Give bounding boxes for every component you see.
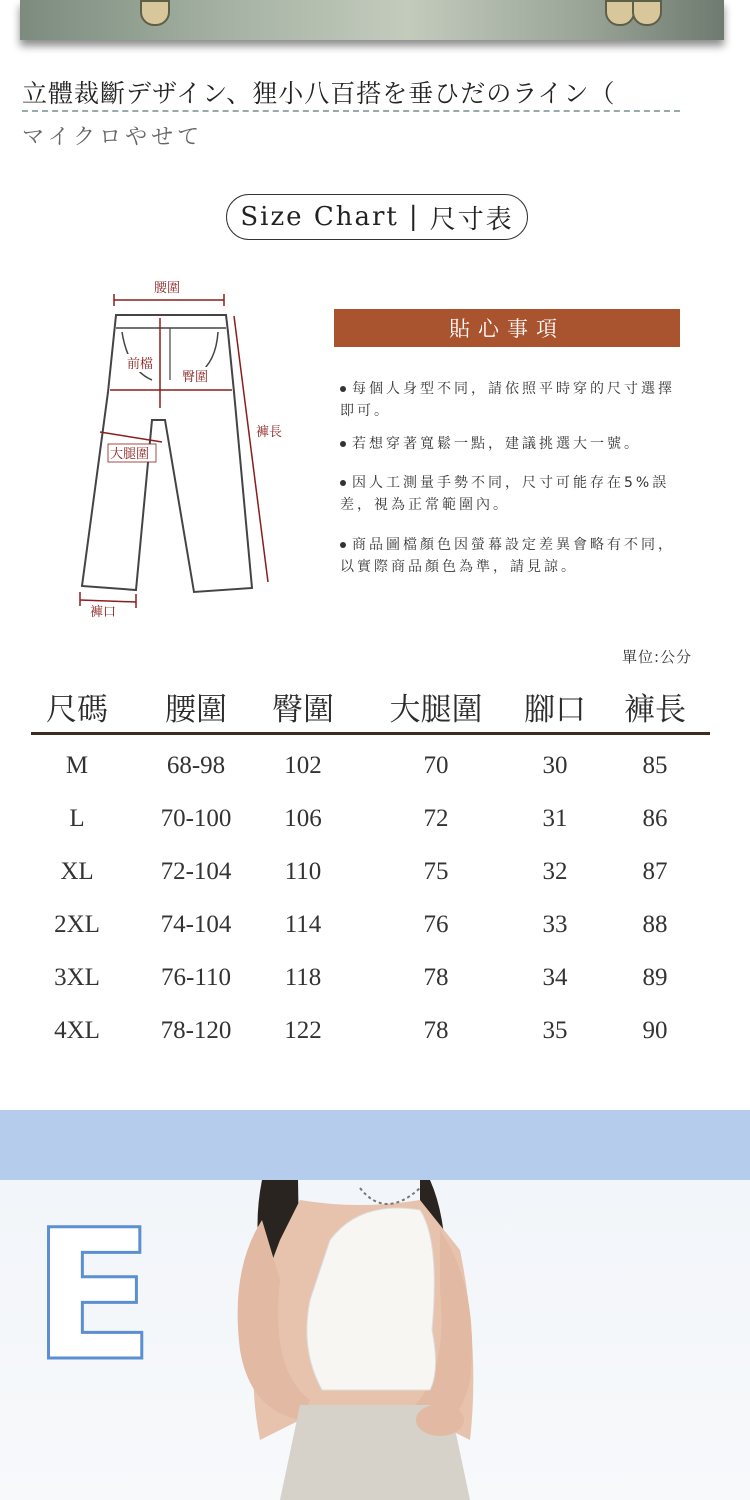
cell-waist: 70-100 [160, 805, 232, 832]
hem-arrow [80, 600, 136, 602]
cell-thigh: 72 [423, 805, 449, 832]
product-subtagline: マイクロやせて [22, 125, 204, 150]
cell-waist: 76-110 [161, 964, 231, 991]
cell-hip: 102 [284, 752, 322, 779]
size-chart-title-en: Size Chart [240, 202, 399, 232]
promo-letter: E [32, 1192, 155, 1401]
cell-hip: 118 [284, 964, 322, 991]
unit-label: 單位:公分 [622, 648, 693, 666]
cell-hem: 35 [542, 1017, 568, 1044]
cell-size: 2XL [54, 911, 100, 938]
cell-waist: 74-104 [160, 911, 232, 938]
cell-hem: 33 [542, 911, 568, 938]
note-item: 因人工測量手勢不同，尺寸可能存在5%誤差，視為正常範圍內。 [340, 475, 670, 513]
cell-size: 3XL [54, 964, 100, 991]
cell-hem: 31 [542, 805, 568, 832]
hem-label: 褲口 [90, 605, 117, 620]
note-item: 商品圖檔顏色因螢幕設定差異會略有不同，以實際商品顏色為準，請見諒。 [340, 537, 675, 575]
cell-waist: 68-98 [166, 752, 226, 779]
embroidery-motif [632, 0, 662, 26]
cell-size: 4XL [54, 1017, 100, 1044]
header-thigh: 大腿圍 [389, 692, 483, 728]
tagline-divider [22, 110, 680, 112]
header-hip: 臀圍 [272, 692, 334, 728]
promo-band [0, 1110, 750, 1180]
size-chart-title [226, 194, 528, 240]
header-hem: 腳口 [524, 692, 586, 728]
cell-hem: 30 [542, 752, 568, 779]
cell-length: 89 [642, 964, 668, 991]
notes-header: 貼心事項 [334, 309, 680, 347]
embroidery-motif [140, 0, 170, 26]
cell-hip: 122 [284, 1017, 322, 1044]
cell-length: 88 [642, 911, 668, 938]
cell-hem: 34 [542, 964, 568, 991]
cell-length: 86 [642, 805, 668, 832]
cell-thigh: 78 [423, 964, 449, 991]
hip-label: 臀圍 [182, 370, 209, 385]
length-label: 褲長 [256, 425, 283, 440]
embroidery-motif [605, 0, 635, 26]
header-size: 尺碼 [46, 692, 108, 728]
bullet-icon [340, 386, 346, 392]
note-item: 若想穿著寬鬆一點，建議挑選大一號。 [340, 433, 680, 455]
cell-size: M [65, 752, 89, 779]
pants-measurement-diagram [70, 270, 300, 630]
bullet-icon [340, 480, 346, 486]
cell-length: 90 [642, 1017, 668, 1044]
cell-length: 87 [642, 858, 668, 885]
cell-length: 85 [642, 752, 668, 779]
title-separator: | [408, 202, 420, 232]
cell-waist: 78-120 [160, 1017, 232, 1044]
top-product-photo [20, 0, 724, 40]
cell-hip: 114 [284, 911, 322, 938]
cell-size: L [69, 805, 85, 832]
cell-hip: 110 [284, 858, 322, 885]
cell-hem: 32 [542, 858, 568, 885]
cell-thigh: 76 [423, 911, 449, 938]
size-chart-title-zh: 尺寸表 [429, 204, 514, 235]
cell-thigh: 70 [423, 752, 449, 779]
cell-thigh: 78 [423, 1017, 449, 1044]
header-length: 褲長 [624, 692, 686, 728]
bullet-icon [340, 441, 346, 447]
table-header-divider [31, 732, 710, 735]
header-waist: 腰圍 [165, 692, 227, 728]
thigh-label: 大腿圍 [110, 447, 150, 462]
note-item: 每個人身型不同，請依照平時穿的尺寸選擇即可。 [340, 381, 675, 419]
waist-label: 腰圍 [154, 281, 181, 296]
product-tagline: 立體裁斷デザイン、狸小八百搭を垂ひだのライン（ [22, 79, 616, 108]
cell-hip: 106 [284, 805, 322, 832]
bullet-icon [340, 542, 346, 548]
cell-thigh: 75 [423, 858, 449, 885]
cell-waist: 72-104 [160, 858, 232, 885]
pants-outline [82, 315, 252, 592]
front-rise-label: 前檔 [127, 357, 154, 372]
cell-size: XL [60, 858, 94, 885]
